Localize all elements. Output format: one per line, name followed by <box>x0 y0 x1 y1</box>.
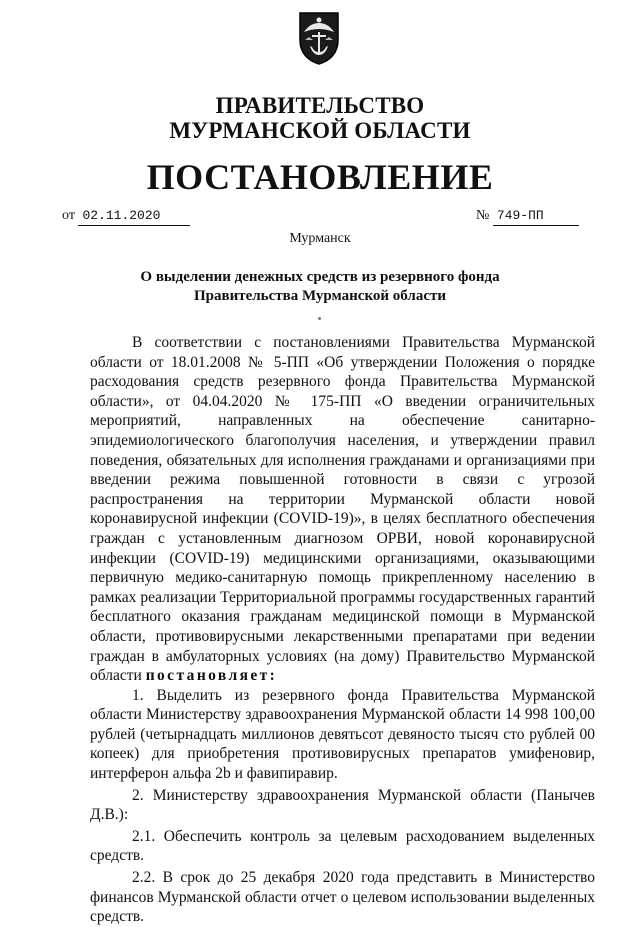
organization-title: ПРАВИТЕЛЬСТВО <box>215 93 425 118</box>
subject-line-2: Правительства Мурманской области <box>193 288 447 304</box>
document-body <box>90 333 595 927</box>
document-subject <box>0 268 640 306</box>
preamble-paragraph <box>90 333 595 686</box>
city-name: Мурманск <box>289 231 351 246</box>
number-value: 749-ПП <box>493 207 579 226</box>
date-value: 02.11.2020 <box>78 207 190 226</box>
item-2-paragraph: 2. Министерству здравоохранения Мурманской области (Панычев Д.В.): <box>90 786 595 824</box>
item-2-1-paragraph: 2.1. Обеспечить контроль за целевым расходованием выделенных средств. <box>90 827 595 865</box>
number-prefix: № <box>476 208 490 223</box>
item-1-paragraph: 1. Выделить из резервного фонда Правительства Мурманской области Министерству здравоохранения Мурманской области 14 998 100,00 рублей (четырнадцать миллионов девятьсот девяносто тысяч сто рублей 00 копеек) для приобретения противовирусных препаратов умифеновир, интерферон альфа 2b и фавипиравир. <box>90 686 595 783</box>
document-type: ПОСТАНОВЛЕНИЕ <box>146 157 494 197</box>
item-2-2-paragraph: 2.2. В срок до 25 декабря 2020 года представить в Министерство финансов Мурманской области отчет о целевом использовании выделенных средств. <box>90 869 595 926</box>
date-prefix: от <box>62 208 75 223</box>
coat-of-arms-icon <box>296 10 342 66</box>
organization-region: МУРМАНСКОЙ ОБЛАСТИ <box>169 118 471 143</box>
document-date <box>62 207 190 226</box>
subject-line-1: О выделении денежных средств из резервного фонда <box>140 269 500 285</box>
preamble-text: В соответствии с постановлениями Правительства Мурманской области от 18.01.2008 № 5-ПП «Об утверждении Положения о порядке расходования средств резервного фонда Правительства Мурманской области», от 04.04.2020 № 175-ПП «О введении ограничительных мероприятий, направленных на обеспечение санитарно-эпидемиологического благополучия населения, и утверждении правил поведения, обязательных для исполнения гражданами и организациями при введении режима повышенной готовности в связи с угрозой распространения на территории Мурманской области новой коронавирусной инфекции (COVID-19)», в целях бесплатного обеспечения граждан с установленным диагнозом ОРВИ, новой коронавирусной инфекции (COVID-19) медицинскими организациями, оказывающими первичную медико-санитарную помощь прикрепленному населению в рамках реализации Территориальной программы государственных гарантий бесплатного оказания гражданам медицинской помощи в Мурманской области, противовирусными лекарственными препаратами при ведении граждан в амбулаторных условиях (на дому) Правительство Мурманской области <box>90 334 595 685</box>
scan-dot <box>318 317 321 320</box>
decree-word: постановляет: <box>145 667 278 685</box>
document-number <box>476 207 579 226</box>
